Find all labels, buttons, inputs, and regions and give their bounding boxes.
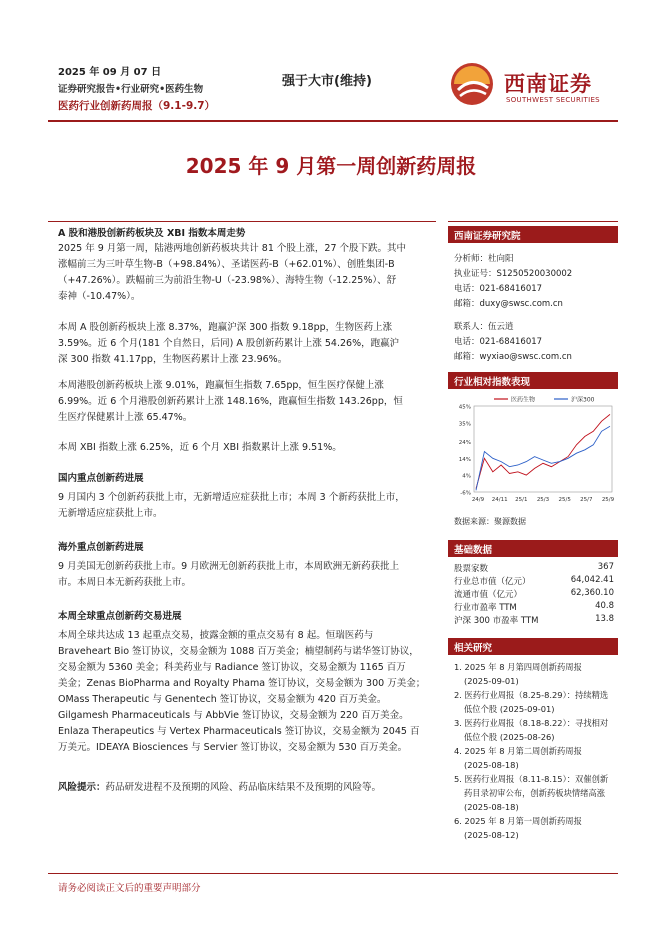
text-line: OMass Therapeutic 与 Genentech 签订协议，交易金额为 420 百万美金。 — [58, 694, 387, 705]
footer-disclaimer: 请务必阅读正文后的重要声明部分 — [58, 883, 201, 894]
text-line: 无新增适应症获批上市。 — [58, 508, 163, 519]
text-line: 本周 A 股创新药板块上涨 8.37%，跑赢沪深 300 指数 9.18pp，生物医药上涨 — [58, 322, 393, 333]
stat-row-industry-pe — [454, 601, 614, 613]
stat-row-hs300-pe — [454, 614, 614, 626]
stat-value: 367 — [597, 562, 614, 572]
text-line: 深 300 指数 41.17pp，生物医药累计上涨 23.96%。 — [58, 354, 288, 365]
x-tick-label: 25/3 — [536, 497, 550, 503]
stat-value: 62,360.10 — [570, 588, 614, 598]
stat-row-market-cap — [454, 575, 614, 587]
y-tick-label: 14% — [458, 456, 471, 463]
related-report-1[interactable] — [454, 660, 614, 688]
related-title: 2. 医药行业周报（8.25-8.29）：持续精选 — [454, 690, 609, 700]
text-line: 6.99%。近 6 个月港股创新药累计上涨 148.16%，跑赢恒生指数 143.26pp，恒 — [58, 396, 403, 407]
related-title: 6. 2025 年 8 月第一周创新药周报 — [454, 816, 582, 826]
legend-label: 医药生物 — [511, 396, 536, 404]
text-line: Enlaza Therapeutics 与 Vertex Pharmaceuticals 签订协议，交易金额为 2045 百 — [58, 726, 420, 737]
stat-label: 行业市盈率 TTM — [454, 603, 517, 613]
sidebar-heading-related: 相关研究 — [448, 638, 618, 655]
series-line-0 — [476, 414, 610, 488]
text-line: 生医疗保健累计上涨 65.47%。 — [58, 412, 193, 423]
analyst-email[interactable]: 邮箱：duxy@swsc.com.cn — [454, 299, 563, 309]
chart-source: 数据来源：聚源数据 — [454, 517, 526, 526]
industry-rating: 强于大市(维持) — [282, 74, 372, 89]
x-tick-label: 25/5 — [558, 497, 571, 503]
text-line: （+47.26%）。跌幅前三为前沿生物-U（-23.98%）、海特生物（-12.25%）、舒 — [58, 275, 397, 286]
stat-value: 13.8 — [595, 614, 614, 624]
text-line: Gilgamesh Pharmaceuticals 与 AbbVie 签订协议，交易金额为 220 百万美金。 — [58, 710, 409, 721]
text-line: 本周港股创新药板块上涨 9.01%，跑赢恒生指数 7.65pp，恒生医疗保健上涨 — [58, 380, 384, 391]
sidebar-divider — [448, 221, 618, 222]
logo-name-en: SOUTHWEST SECURITIES — [506, 96, 600, 104]
stat-row-stocks — [454, 562, 614, 574]
stat-value: 64,042.41 — [570, 575, 614, 585]
related-title: 5. 医药行业周报（8.11-8.15）：双催创新 — [454, 774, 609, 784]
analyst-name: 分析师：杜向阳 — [454, 254, 514, 264]
paragraph-xbi — [58, 440, 434, 456]
related-subtitle: 药目录初审公布，创新药板块情绪高涨 — [464, 788, 606, 798]
section-heading-market: A 股和港股创新药板块及 XBI 指数本周走势 — [58, 228, 246, 239]
y-tick-label: 24% — [458, 439, 471, 446]
contact-email[interactable]: 邮箱：wyxiao@swsc.com.cn — [454, 352, 572, 362]
contact-phone: 电话：021-68416017 — [454, 337, 543, 347]
text-line: 9 月国内 3 个创新药获批上市，无新增适应症获批上市；本周 3 个新药获批上市， — [58, 492, 405, 503]
logo-name-cn: 西南证券 — [504, 71, 592, 96]
analyst-license: 执业证号：S1250520030002 — [454, 269, 573, 279]
related-title: 4. 2025 年 8 月第二周创新药周报 — [454, 746, 582, 756]
footer-divider — [48, 873, 618, 874]
related-report-5[interactable] — [454, 772, 614, 814]
paragraph-deals — [58, 628, 434, 756]
stat-row-float-cap — [454, 588, 614, 600]
related-report-2[interactable] — [454, 688, 614, 716]
text-line: 9 月美国无创新药获批上市。9 月欧洲无创新药获批上市，本周欧洲无新药获批上 — [58, 561, 400, 572]
section-divider — [48, 221, 436, 222]
analyst-phone: 电话：021-68416017 — [454, 284, 543, 294]
stat-label: 股票家数 — [454, 564, 489, 574]
text-line: 本周 XBI 指数上涨 6.25%，近 6 个月 XBI 指数累计上涨 9.51%。 — [58, 442, 342, 453]
page-title: 2025 年 9 月第一周创新药周报 — [185, 154, 477, 178]
text-line: 交易金额为 5360 美金；科美药业与 Radiance 签订协议，交易金额为 1165 百万 — [58, 662, 406, 673]
legend-label: 沪深300 — [571, 396, 595, 404]
related-date: (2025-08-18) — [464, 760, 519, 770]
text-line: 美金；Zenas BioPharma and Royalty Phama 签订协议，交易金额为 300 万美金； — [58, 678, 426, 689]
sidebar-heading-basic: 基础数据 — [448, 540, 618, 557]
text-line: 泰神（-10.47%）。 — [58, 291, 141, 302]
related-title: 3. 医药行业周报（8.18-8.22）：寻找相对 — [454, 718, 609, 728]
related-report-3[interactable] — [454, 716, 614, 744]
paragraph-market-overview — [58, 241, 434, 305]
report-type: 证券研究报告•行业研究•医药生物 — [58, 84, 204, 95]
paragraph-domestic — [58, 490, 434, 522]
related-report-4[interactable] — [454, 744, 614, 772]
series-line-1 — [476, 426, 610, 490]
x-tick-label: 25/9 — [601, 497, 615, 503]
related-date: 低位个股 (2025-09-01) — [464, 704, 555, 714]
related-date: (2025-09-01) — [464, 676, 519, 686]
report-date: 2025 年 09 月 07 日 — [58, 67, 162, 78]
related-date: 低位个股 (2025-08-26) — [464, 732, 555, 742]
risk-text: 药品研发进程不及预期的风险、药品临床结果不及预期的风险等。 — [105, 782, 382, 793]
chart-canvas — [448, 392, 618, 512]
related-date: (2025-08-18) — [464, 802, 519, 812]
y-tick-label: -6% — [460, 490, 471, 497]
company-logo — [448, 60, 618, 108]
y-tick-label: 45% — [458, 404, 471, 411]
section-heading-overseas: 海外重点创新药进展 — [58, 542, 144, 553]
sidebar-heading-institute: 西南证券研究院 — [448, 226, 618, 243]
text-line: 2025 年 9 月第一周，陆港两地创新药板块共计 81 个股上涨，27 个股下跌。其中 — [58, 243, 407, 254]
stat-value: 40.8 — [595, 601, 614, 611]
stat-label: 沪深 300 市盈率 TTM — [454, 616, 539, 626]
x-tick-label: 25/1 — [515, 497, 528, 503]
text-line: 万美元。IDEAYA Biosciences 与 Servier 签订协议，交易金额为 530 百万美金。 — [58, 742, 408, 753]
sidebar-heading-chart: 行业相对指数表现 — [448, 372, 618, 389]
stat-label: 流通市值（亿元） — [454, 590, 523, 600]
risk-label: 风险提示： — [58, 782, 106, 793]
x-tick-label: 24/11 — [491, 497, 508, 503]
related-title: 1. 2025 年 8 月第四周创新药周报 — [454, 662, 582, 672]
text-line: 市。本周日本无新药获批上市。 — [58, 577, 192, 588]
paragraph-hk-share — [58, 378, 434, 426]
x-tick-label: 24/9 — [471, 497, 485, 503]
text-line: 涨幅前三为三叶草生物-B（+98.84%）、圣诺医药-B（+62.01%）、创胜集团-B — [58, 259, 395, 270]
text-line: Braveheart Bio 签订协议，交易金额为 1088 百万美金；楠望制药与诺华签订协议， — [58, 646, 419, 657]
x-tick-label: 25/7 — [580, 497, 593, 503]
chart-plot-frame — [474, 406, 612, 492]
logo-emblem-icon — [448, 60, 500, 108]
y-tick-label: 4% — [462, 473, 471, 480]
relative-index-chart — [448, 392, 618, 512]
paragraph-a-share — [58, 320, 434, 368]
related-report-6[interactable] — [454, 814, 614, 842]
paragraph-overseas — [58, 559, 434, 591]
stat-label: 行业总市值（亿元） — [454, 577, 531, 587]
section-heading-deals: 本周全球重点创新药交易进展 — [58, 611, 182, 622]
text-line: 本周全球共达成 13 起重点交易，披露金额的重点交易有 8 起。恒瑞医药与 — [58, 630, 374, 641]
section-heading-domestic: 国内重点创新药进展 — [58, 473, 144, 484]
header-divider — [48, 120, 618, 122]
y-tick-label: 35% — [458, 421, 471, 428]
related-date: (2025-08-12) — [464, 830, 519, 840]
risk-warning — [58, 780, 434, 796]
report-series: 医药行业创新药周报（9.1-9.7） — [58, 100, 216, 112]
text-line: 3.59%。近 6 个月(181 个自然日，后同) A 股创新药累计上涨 54.26%，跑赢沪 — [58, 338, 400, 349]
contact-name: 联系人：伍云逍 — [454, 322, 514, 332]
